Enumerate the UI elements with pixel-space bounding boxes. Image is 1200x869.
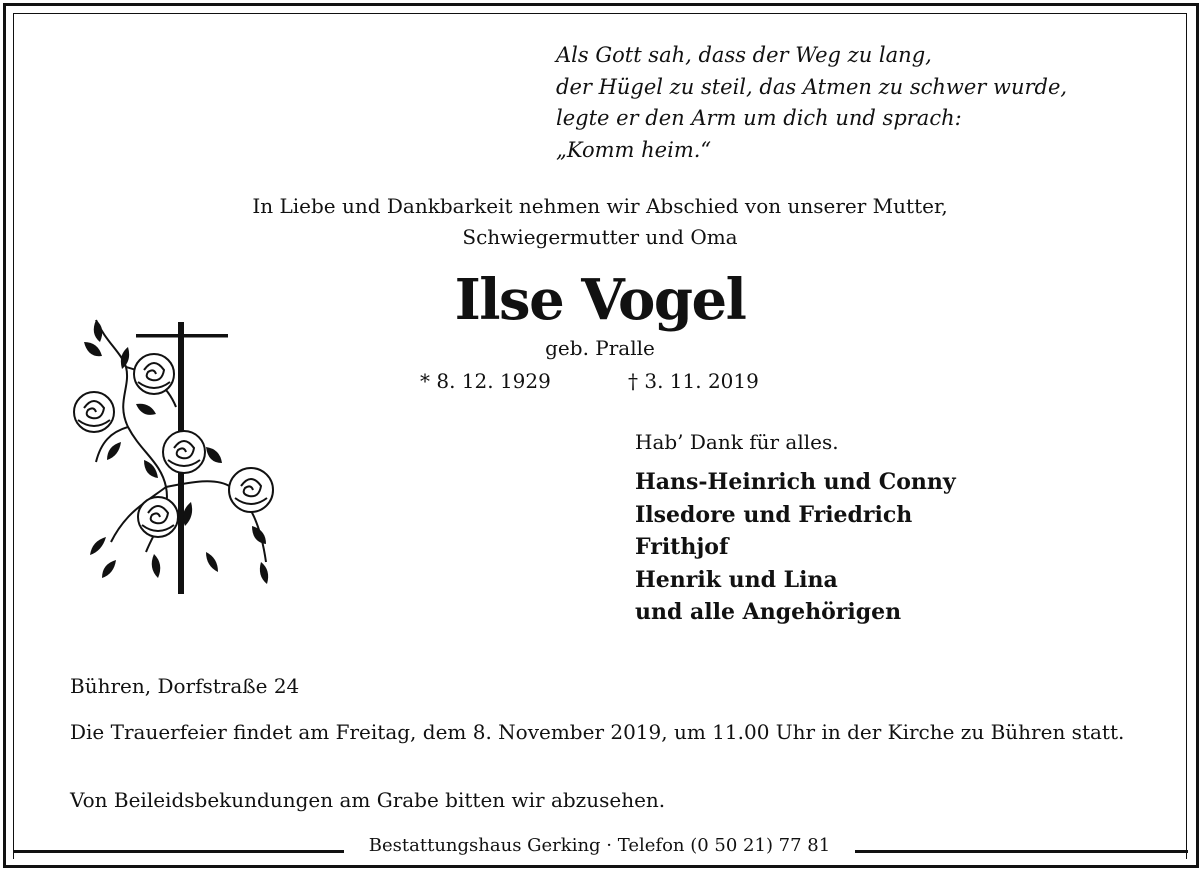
poem — [556, 40, 1067, 166]
birth-name: geb. Pralle — [545, 336, 655, 360]
intro-line-2: Schwiegermutter und Oma — [462, 225, 738, 249]
family-member: Frithjof — [635, 534, 729, 560]
footer-rule-left — [13, 850, 344, 853]
family-list — [635, 466, 956, 629]
birth-date: * 8. 12. 1929 — [420, 369, 551, 393]
death-date: † 3. 11. 2019 — [628, 369, 759, 393]
family-member: und alle Angehörigen — [635, 599, 902, 625]
poem-line: Als Gott sah, dass der Weg zu lang, — [556, 43, 932, 67]
ceremony-info: Die Trauerfeier findet am Freitag, dem 8. November 2019, um 11.00 Uhr in der Kirche zu Bühren statt. — [70, 720, 1125, 744]
poem-line: der Hügel zu steil, das Atmen zu schwer wurde, — [556, 74, 1068, 99]
deceased-name: Ilse Vogel — [454, 267, 746, 333]
intro-line-1: In Liebe und Dankbarkeit nehmen wir Abschied von unserer Mutter, — [252, 194, 948, 218]
family-member: Henrik und Lina — [635, 566, 838, 593]
life-dates — [420, 367, 759, 395]
poem-line: legte er den Arm um dich und sprach: — [556, 106, 962, 130]
intro-text — [0, 191, 1200, 253]
family-member: Ilsedore und Friedrich — [635, 501, 913, 528]
footer-rule-right — [855, 850, 1188, 853]
condolence-note: Von Beileidsbekundungen am Grabe bitten wir abzusehen. — [70, 788, 666, 812]
poem-line: „Komm heim.“ — [556, 137, 712, 162]
address: Bühren, Dorfstraße 24 — [70, 674, 300, 698]
cross-with-roses-icon — [66, 312, 301, 602]
footer-funeral-home: Bestattungshaus Gerking · Telefon (0 50 21) 77 81 — [368, 835, 831, 856]
thanks-line: Hab’ Dank für alles. — [635, 430, 839, 454]
family-member: Hans-Heinrich und Conny — [635, 469, 956, 495]
